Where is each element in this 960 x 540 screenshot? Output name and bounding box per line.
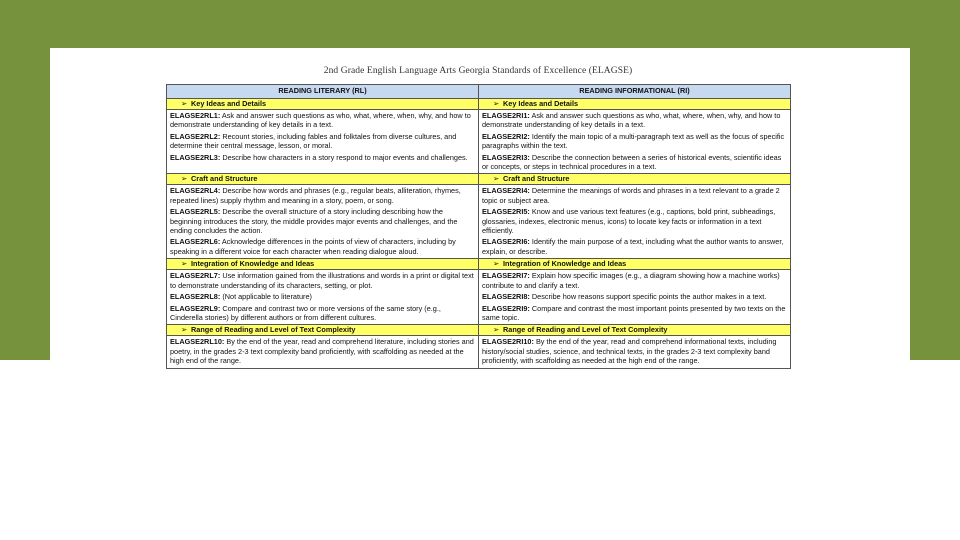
- arrow-bullet-icon: ➢: [493, 325, 500, 335]
- section-header-ri: [479, 259, 791, 270]
- arrow-bullet-icon: ➢: [493, 174, 500, 184]
- arrow-bullet-icon: ➢: [493, 259, 500, 269]
- standard-item: [482, 111, 787, 130]
- standard-item: [170, 153, 475, 162]
- standard-code: ELAGSE2RI8:: [482, 292, 530, 302]
- section-title: Key Ideas and Details: [191, 99, 267, 108]
- section-title: Integration of Knowledge and Ideas: [191, 259, 315, 269]
- standards-cell-rl: [167, 270, 479, 325]
- standard-text: Determine the meanings of words and phrases in a text relevant to a grade 2 topic or subject area.: [482, 186, 780, 205]
- standards-row: [167, 110, 791, 174]
- standard-text: Describe the overall structure of a story including describing how the beginning introduces the story, the middle provides major events and challenges, and the ending concludes the action.: [170, 207, 458, 236]
- standard-code: ELAGSE2RI4:: [482, 186, 530, 196]
- arrow-bullet-icon: ➢: [181, 325, 188, 335]
- standard-code: ELAGSE2RI3:: [482, 152, 530, 162]
- section-title: Craft and Structure: [503, 174, 570, 184]
- standards-row: [167, 185, 791, 259]
- section-title: Range of Reading and Level of Text Complexity: [191, 325, 356, 335]
- standards-cell-ri: [479, 110, 791, 174]
- section-header-rl: [167, 99, 479, 110]
- standard-code: ELAGSE2RL5:: [170, 207, 221, 217]
- section-title: Integration of Knowledge and Ideas: [503, 259, 627, 269]
- standard-item: [170, 271, 475, 290]
- section-title: Key Ideas and Details: [503, 99, 579, 108]
- section-header-row: [167, 174, 791, 185]
- standard-item: [482, 271, 787, 290]
- standard-code: ELAGSE2RL1:: [170, 111, 221, 120]
- table-header-row: [167, 85, 791, 99]
- standard-item: [170, 132, 475, 151]
- standard-item: [170, 186, 475, 205]
- section-header-ri: [479, 174, 791, 185]
- standard-code: ELAGSE2RL7:: [170, 271, 221, 281]
- section-title: Range of Reading and Level of Text Complexity: [503, 325, 668, 335]
- standards-cell-rl: [167, 185, 479, 259]
- standard-code: ELAGSE2RL9:: [170, 303, 221, 313]
- table-body: [167, 99, 791, 369]
- standard-text: Identify the main purpose of a text, including what the author wants to answer, explain, or describe.: [482, 237, 784, 256]
- standard-item: [482, 153, 787, 172]
- standard-item: [170, 337, 475, 365]
- arrow-bullet-icon: ➢: [181, 174, 188, 184]
- standards-cell-ri: [479, 185, 791, 259]
- arrow-bullet-icon: ➢: [493, 99, 500, 108]
- standard-code: ELAGSE2RI1:: [482, 111, 530, 120]
- standard-code: ELAGSE2RI9:: [482, 303, 530, 313]
- section-header-rl: [167, 259, 479, 270]
- standard-text: Compare and contrast two or more versions of the same story (e.g., Cinderella stories) by different authors or from different cultures.: [170, 303, 441, 322]
- standard-item: [482, 337, 787, 365]
- standard-item: [170, 207, 475, 235]
- standard-text: (Not applicable to literature): [222, 292, 312, 302]
- standards-row: [167, 336, 791, 368]
- standard-text: Ask and answer such questions as who, what, where, when, why, and how to demonstrate understanding of key details in a text.: [170, 111, 471, 130]
- column-header-reading-informational: READING INFORMATIONAL (RI): [479, 85, 791, 99]
- standard-item: [170, 304, 475, 323]
- standard-code: ELAGSE2RI5:: [482, 207, 530, 217]
- standard-item: [482, 207, 787, 235]
- standard-text: Identify the main topic of a multi-paragraph text as well as the focus of specific paragraphs within the text.: [482, 131, 785, 151]
- section-header-row: [167, 259, 791, 270]
- column-header-reading-literary: READING LITERARY (RL): [167, 85, 479, 99]
- standard-item: [482, 132, 787, 151]
- section-header-row: [167, 325, 791, 336]
- standards-cell-rl: [167, 110, 479, 174]
- section-header-rl: [167, 174, 479, 185]
- standard-code: ELAGSE2RI6:: [482, 237, 530, 247]
- standard-code: ELAGSE2RL8:: [170, 292, 221, 302]
- standard-text: Use information gained from the illustrations and words in a print or digital text to demonstrate understanding of its characters, setting, or plot.: [170, 271, 474, 290]
- standards-cell-ri: [479, 336, 791, 368]
- section-header-ri: [479, 325, 791, 336]
- standard-code: ELAGSE2RL10:: [170, 337, 225, 347]
- arrow-bullet-icon: ➢: [181, 259, 188, 269]
- standard-item: [170, 111, 475, 130]
- standard-text: Describe how characters in a story respond to major events and challenges.: [222, 152, 468, 162]
- standard-code: ELAGSE2RI10:: [482, 337, 534, 347]
- standard-item: [170, 292, 475, 301]
- standard-code: ELAGSE2RL2:: [170, 131, 221, 141]
- standards-table: [166, 84, 791, 369]
- section-header-row: [167, 99, 791, 110]
- standards-row: [167, 270, 791, 325]
- standard-item: [482, 237, 787, 256]
- standard-text: Ask and answer such questions as who, what, where, when, why, and how to demonstrate understanding of key details in a text.: [482, 111, 781, 130]
- standard-text: Describe the connection between a series of historical events, scientific ideas or concepts, or steps in technical procedures in a text.: [482, 152, 782, 172]
- standards-cell-rl: [167, 336, 479, 368]
- section-header-ri: [479, 99, 791, 110]
- standard-text: Explain how specific images (e.g., a diagram showing how a machine works) contribute to and clarify a text.: [482, 271, 780, 290]
- standard-item: [482, 304, 787, 323]
- section-title: Craft and Structure: [191, 174, 258, 184]
- standard-code: ELAGSE2RL3:: [170, 152, 221, 162]
- standard-text: Acknowledge differences in the points of view of characters, including by speaking in a different voice for each character when reading dialogue aloud.: [170, 237, 456, 256]
- section-header-rl: [167, 325, 479, 336]
- standard-text: By the end of the year, read and comprehend literature, including stories and poetry, in the grades 2-3 text complexity band proficiently, with scaffolding as needed at the high end of the range.: [170, 337, 474, 366]
- standard-text: Describe how words and phrases (e.g., regular beats, alliteration, rhymes, repeated lines) supply rhythm and meaning in a story, poem, or song.: [170, 186, 461, 205]
- standard-text: Compare and contrast the most important points presented by two texts on the same topic.: [482, 303, 786, 322]
- standard-text: Know and use various text features (e.g., captions, bold print, subheadings, glossaries, indexes, electronic menus, icons) to locate key facts or information in a text efficiently.: [482, 207, 776, 236]
- standard-text: Recount stories, including fables and folktales from diverse cultures, and determine their central message, lesson, or moral.: [170, 131, 457, 151]
- standard-code: ELAGSE2RL6:: [170, 237, 221, 247]
- standard-item: [482, 292, 787, 301]
- standard-item: [482, 186, 787, 205]
- arrow-bullet-icon: ➢: [181, 99, 188, 108]
- standard-code: ELAGSE2RI7:: [482, 271, 530, 281]
- standard-text: By the end of the year, read and comprehend informational texts, including history/social studies, science, and technical texts, in the grades 2-3 text complexity band proficiently, with scaffolding as needed at the high end of the range.: [482, 337, 777, 366]
- document-title: 2nd Grade English Language Arts Georgia Standards of Excellence (ELAGSE): [323, 66, 633, 76]
- standards-cell-ri: [479, 270, 791, 325]
- standard-code: ELAGSE2RI2:: [482, 131, 530, 141]
- standard-text: Describe how reasons support specific points the author makes in a text.: [531, 292, 767, 302]
- standard-item: [170, 237, 475, 256]
- standard-code: ELAGSE2RL4:: [170, 186, 221, 196]
